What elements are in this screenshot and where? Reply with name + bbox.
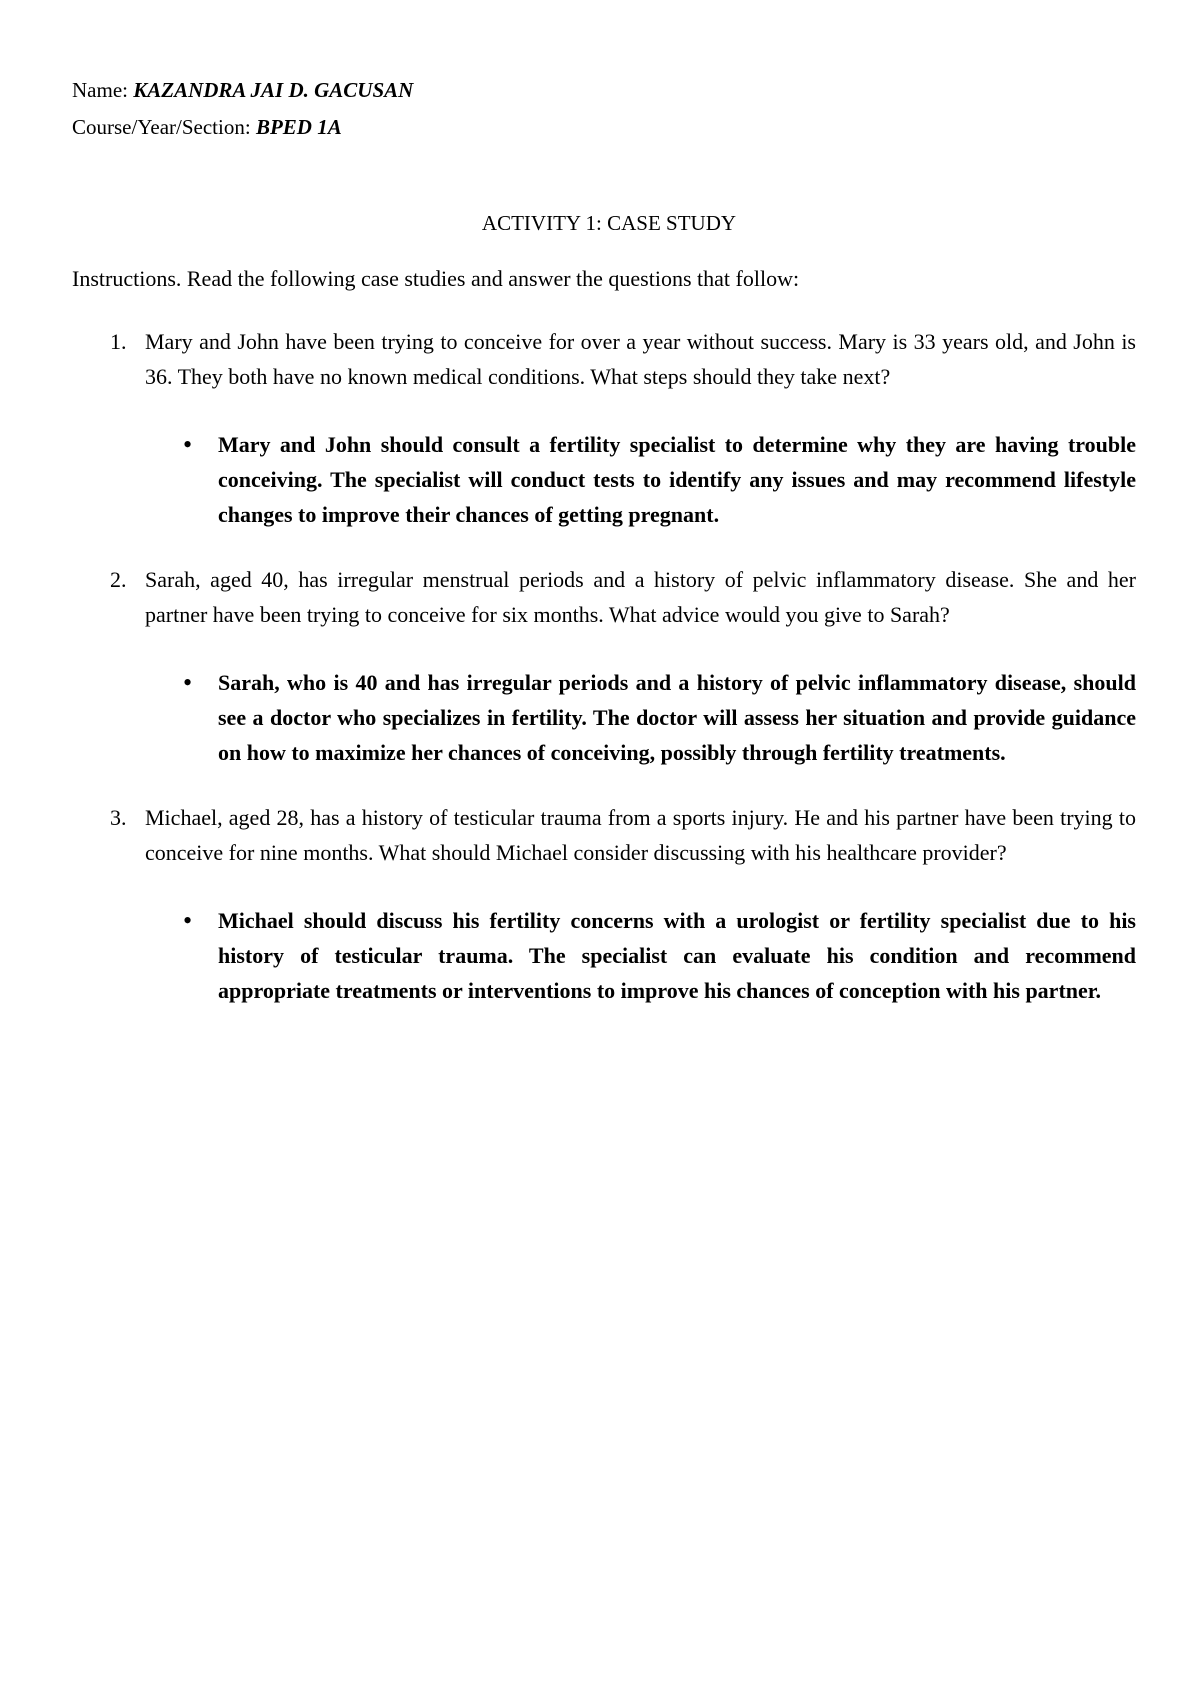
case-number: 3. — [110, 805, 127, 830]
case-answer — [145, 427, 1136, 532]
course-value: BPED 1A — [255, 115, 342, 139]
name-line — [72, 72, 1136, 109]
bullet-icon: • — [183, 430, 193, 459]
activity-title: ACTIVITY 1: CASE STUDY — [481, 211, 737, 235]
bullet-icon: • — [183, 668, 193, 697]
case-question: Michael, aged 28, has a history of testicular trauma from a sports injury. He and his partner have been trying to conceive for nine months. What should Michael consider discussing with his healthcare provider? — [145, 805, 1136, 865]
bullet-icon: • — [183, 906, 193, 935]
course-label: Course/Year/Section: — [72, 115, 256, 139]
course-line — [72, 109, 1136, 146]
case-number: 1. — [110, 329, 127, 354]
case-number: 2. — [110, 567, 127, 592]
case-question: Mary and John have been trying to conceive for over a year without success. Mary is 33 years old, and John is 36. They both have no known medical conditions. What steps should they take next? — [145, 329, 1136, 389]
case-answer — [145, 665, 1136, 770]
answer-text: Sarah, who is 40 and has irregular periods and a history of pelvic inflammatory disease, should see a doctor who specializes in fertility. The doctor will assess her situation and provide guidance on how to maximize her chances of conceiving, possibly through fertility treatments. — [218, 670, 1136, 765]
answer-text: Michael should discuss his fertility concerns with a urologist or fertility specialist due to his history of testicular trauma. The specialist can evaluate his condition and recommend appropriate treatments or interventions to improve his chances of conception with his partner. — [218, 908, 1136, 1003]
case-item-3 — [72, 800, 1136, 1008]
case-answer — [145, 903, 1136, 1008]
student-name: KAZANDRA JAI D. GACUSAN — [133, 78, 414, 102]
answer-text: Mary and John should consult a fertility specialist to determine why they are having trouble conceiving. The specialist will conduct tests to identify any issues and may recommend lifestyle changes to improve their chances of getting pregnant. — [218, 432, 1136, 527]
case-item-2 — [72, 562, 1136, 770]
case-item-1 — [72, 324, 1136, 532]
case-question: Sarah, aged 40, has irregular menstrual periods and a history of pelvic inflammatory disease. She and her partner have been trying to conceive for six months. What advice would you give to Sarah? — [145, 567, 1136, 627]
case-list — [72, 324, 1136, 1008]
instructions: Instructions. Read the following case studies and answer the questions that follow: — [72, 266, 800, 291]
name-label: Name: — [72, 78, 134, 102]
